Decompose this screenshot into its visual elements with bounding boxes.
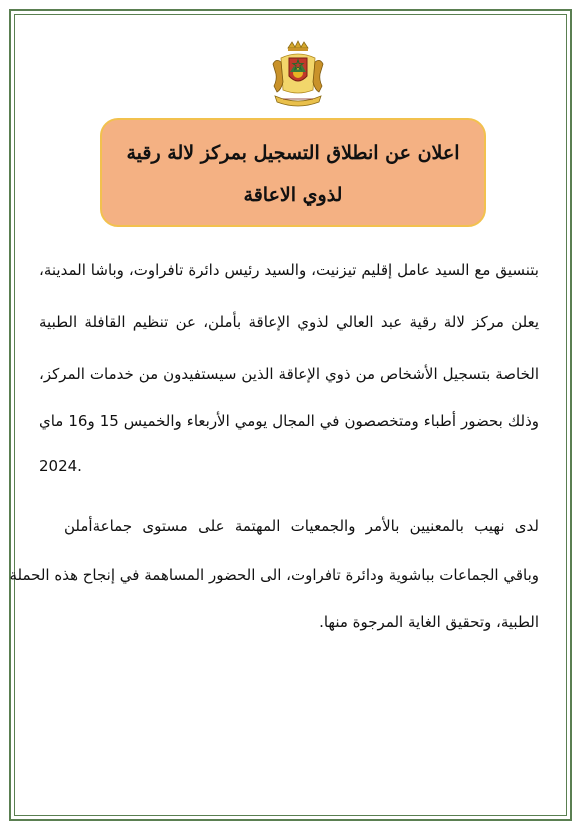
paragraph-1-line-1: بتنسيق مع السيد عامل إقليم تيزنيت، والسيد رئيس دائرة تافراوت، وباشا المدينة، — [39, 261, 539, 279]
paragraph-1-line-2: يعلن مركز لالة رقية عبد العالي لذوي الإعاقة بأملن، عن تنظيم القافلة الطبية — [39, 313, 539, 331]
announcement-title-box — [100, 118, 486, 227]
moroccan-coat-of-arms-icon — [267, 40, 329, 110]
announcement-title-line-2: لذوي الاعاقة — [243, 184, 343, 206]
paragraph-1-line-4: وذلك بحضور أطباء ومتخصصون في المجال يومي الأربعاء والخميس 15 و16 ماي — [39, 412, 539, 430]
paragraph-2-line-3: الطبية، وتحقيق الغاية المرجوة منها. — [319, 613, 539, 631]
paragraph-1-line-5: 2024. — [39, 457, 82, 475]
announcement-title-line-1: اعلان عن انطلاق التسجيل بمركز لالة رقية — [126, 142, 460, 164]
paragraph-2-line-1: لدى نهيب بالمعنيين بالأمر والجمعيات المهتمة على مستوى جماعةأملن — [64, 517, 539, 535]
paragraph-1-line-3: الخاصة بتسجيل الأشخاص من ذوي الإعاقة الذين سيستفيدون من خدمات المركز، — [39, 365, 539, 383]
paragraph-2-line-2: وباقي الجماعات بباشوية ودائرة تافراوت، الى الحضور المساهمة في إنجاح هذه الحملة — [9, 566, 539, 584]
